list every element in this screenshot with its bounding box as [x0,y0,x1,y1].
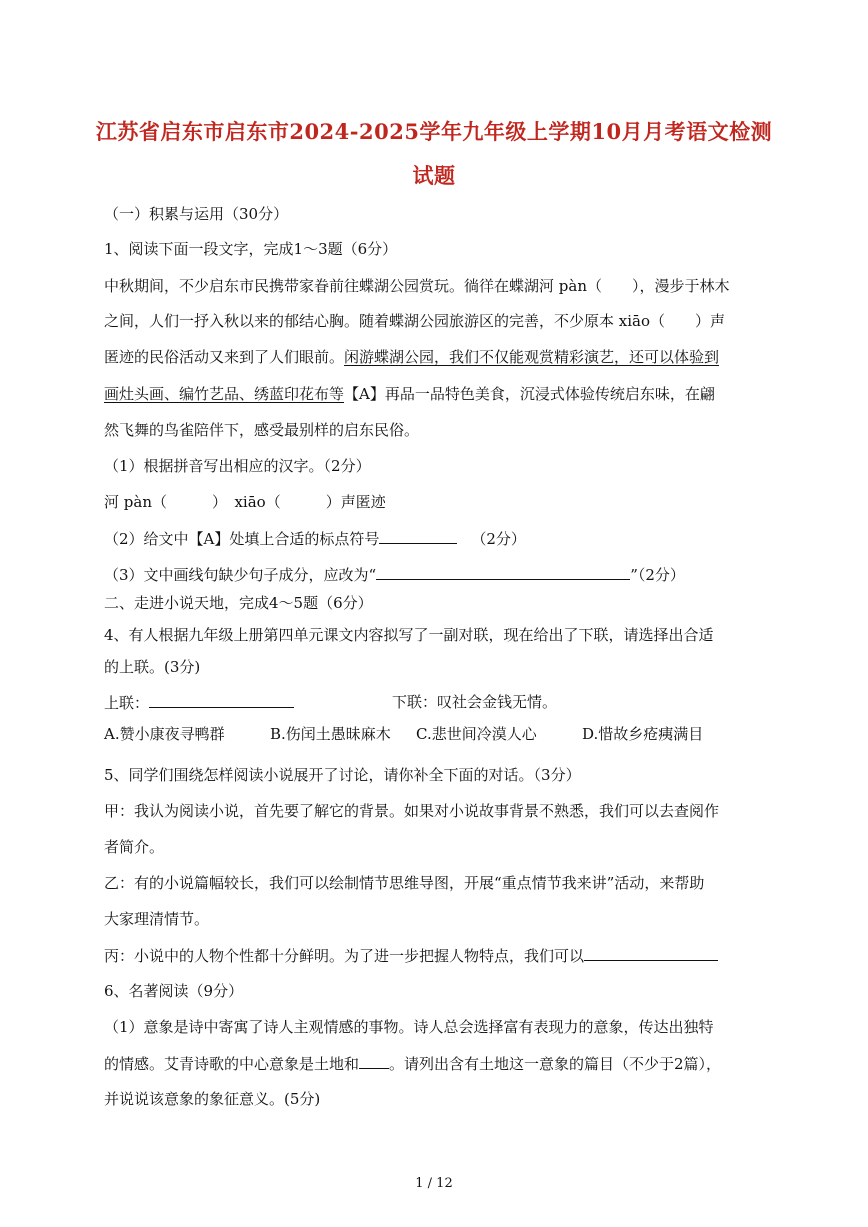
q4-option-b[interactable]: B.伤闰土愚昧麻木 [270,725,391,743]
q4-stem-line2: 的上联。(3分) [104,658,201,676]
q6-line2-text-b: 。请列出含有土地这一意象的篇目（不少于2篇）， [389,1055,722,1073]
q1-sub1-answer-line[interactable]: 河 pàn（ ） xiāo（ ）声匿迹 [104,493,386,511]
q1-paragraph-line4 [104,384,715,404]
q5-yi-line1: 乙：有的小说篇幅较长，我们可以绘制情节思维导图，开展“重点情节我来讲”活动，来帮助 [104,874,705,892]
q4-option-a[interactable]: A.赞小康夜寻鸭群 [104,725,225,743]
q5-yi-line2: 大家理清情节。 [104,910,210,928]
section1-heading: （一）积累与运用（30分） [104,205,289,223]
page-number: 1 / 12 [415,1176,453,1191]
q1-sub3-points: ”（2分） [630,566,685,584]
imagery-answer-blank[interactable] [359,1053,389,1069]
q4-stem-line1: 4、有人根据九年级上册第四单元课文内容拟写了一副对联，现在给出了下联，请选择出合适 [104,626,714,644]
q1-paragraph-line1: 中秋期间，不少启东市民携带家眷前往蝶湖公园赏玩。徜徉在蝶湖河 pàn（ ），漫步于林木 [104,277,730,295]
q1-sub2-text: （2）给文中【A】处填上合适的标点符号 [104,530,380,548]
q4-upper-label: 上联： [104,694,150,712]
q1-paragraph-line3-text: 匿迹的民俗活动又来到了人们眼前。 [104,348,345,366]
q6-line2-text-a: 的情感。艾青诗歌的中心意象是土地和 [104,1055,360,1073]
q1-paragraph-line5: 然飞舞的鸟雀陪伴下，感受最别样的启东民俗。 [104,421,420,439]
section2-heading: 二、走进小说天地，完成4～5题（6分） [104,594,373,612]
q4-couplet-lower: 下联：叹社会金钱无情。 [392,693,558,711]
document-title-line1: 江苏省启东市启东市2024-2025学年九年级上学期10月月考语文检测 [95,119,773,144]
upper-couplet-blank[interactable] [149,692,294,708]
q5-bing-text: 丙：小说中的人物个性都十分鲜明。为了进一步把握人物特点，我们可以 [104,947,585,965]
q1-sub2-points: （2分） [471,530,526,548]
q1-sub2 [104,528,526,549]
q1-stem: 1、阅读下面一段文字，完成1～3题（6分） [104,240,398,258]
document-title-line2: 试题 [412,163,456,188]
dialogue-answer-blank[interactable] [584,945,718,961]
q4-option-c[interactable]: C.悲世间冷漠人心 [416,725,537,743]
q1-paragraph-line4-text: 【A】再品一品特色美食，沉浸式体验传统启东味，在翩 [344,385,715,403]
q1-paragraph-line2: 之间，人们一抒入秋以来的郁结心胸。随着蝶湖公园旅游区的完善，不少原本 xiāo（ ）声 [104,312,726,330]
underlined-sentence-part1: 闲游蝶湖公园，我们不仅能观赏精彩演艺，还可以体验到 [344,348,720,366]
q5-jia-line1: 甲：我认为阅读小说，首先要了解它的背景。如果对小说故事背景不熟悉，我们可以去查阅作 [104,802,720,820]
q5-jia-line2: 者简介。 [104,838,165,856]
q6-line3: 并说说该意象的象征意义。(5分) [104,1090,321,1108]
q1-sub3 [104,564,685,585]
sentence-correction-blank[interactable] [376,564,630,580]
q6-line2 [104,1053,721,1074]
q6-stem: 6、名著阅读（9分） [104,982,244,1000]
q5-bing-line [104,945,718,966]
q4-option-d[interactable]: D.惜故乡疮痍满目 [582,725,704,743]
q6-line1: （1）意象是诗中寄寓了诗人主观情感的事物。诗人总会选择富有表现力的意象，传达出独特 [104,1018,714,1036]
q5-stem: 5、同学们围绕怎样阅读小说展开了讨论，请你补全下面的对话。（3分） [104,766,581,784]
q1-paragraph-line3 [104,347,719,367]
punctuation-answer-blank[interactable] [379,528,457,544]
q1-sub3-text: （3）文中画线句缺少句子成分，应改为“ [104,566,377,584]
underlined-sentence-part2: 画灶头画、编竹艺品、绣蓝印花布等 [104,385,345,403]
q4-couplet-upper [104,692,294,713]
q1-sub1-prompt: （1）根据拼音写出相应的汉字。（2分） [104,457,371,475]
